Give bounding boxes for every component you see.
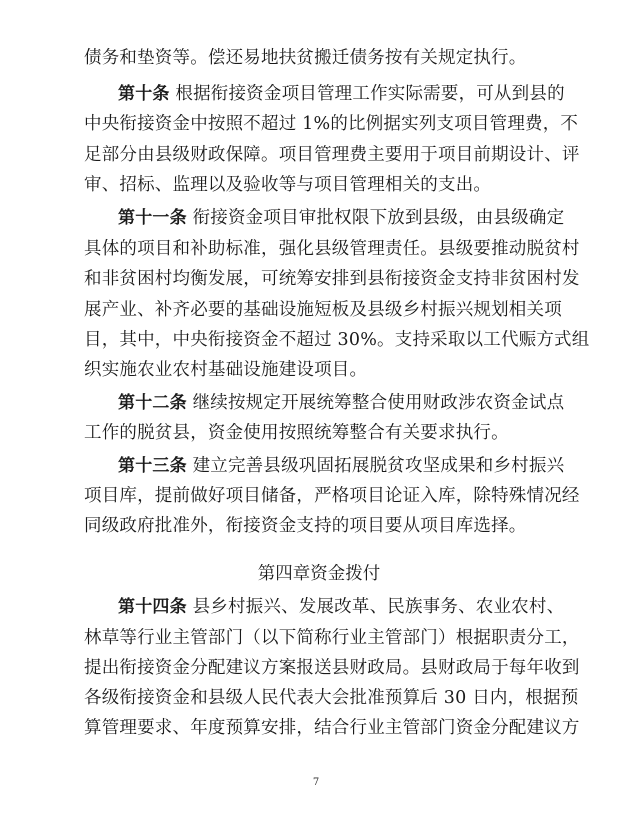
article-14-first-line <box>118 593 565 621</box>
text-span: 根据衔接资金项目管理工作实际需要，可从到县的 <box>175 84 565 104</box>
text-span: 县乡村振兴、发展改革、民族事务、农业农村、 <box>192 597 565 617</box>
text-line: 审、招标、监理以及验收等与项目管理相关的支出。 <box>84 175 492 195</box>
page-number: 7 <box>312 777 320 788</box>
text-line: 各级衔接资金和县级人民代表大会批准预算后 30 日内，根据预 <box>84 688 579 708</box>
text-line: 中央衔接资金中按照不超过 1%的比例据实列支项目管理费，不 <box>84 114 579 134</box>
text-line: 提出衔接资金分配建议方案报送县财政局。县财政局于每年收到 <box>84 658 580 678</box>
text-line: 织实施农业农村基础设施建设项目。 <box>84 360 368 380</box>
article-11-first-line <box>118 204 565 232</box>
chapter-heading: 第四章资金拨付 <box>257 564 381 584</box>
article-12-first-line <box>118 389 565 417</box>
article-label: 第十条 <box>118 84 170 104</box>
text-line: 算管理要求、年度预算安排，结合行业主管部门资金分配建议方 <box>84 718 580 738</box>
text-line: 项目库，提前做好项目储备，严格项目论证入库，除特殊情况经 <box>84 486 580 506</box>
article-label: 第十三条 <box>118 456 187 476</box>
article-10-first-line <box>118 80 565 108</box>
article-label: 第十一条 <box>118 208 187 228</box>
text-line: 足部分由县级财政保障。项目管理费主要用于项目前期设计、评 <box>84 145 580 165</box>
text-line: 具体的项目和补助标准，强化县级管理责任。县级要推动脱贫村 <box>84 239 580 259</box>
article-label: 第十二条 <box>118 393 187 413</box>
article-label: 第十四条 <box>118 597 187 617</box>
text-line: 同级政府批准外，衔接资金支持的项目要从项目库选择。 <box>84 516 527 536</box>
text-line: 工作的脱贫县，资金使用按照统筹整合有关要求执行。 <box>84 423 509 443</box>
text-line: 展产业、补齐必要的基础设施短板及县级乡村振兴规划相关项 <box>84 300 562 320</box>
text-span: 建立完善县级巩固拓展脱贫攻坚成果和乡村振兴 <box>192 456 565 476</box>
text-span: 继续按规定开展统筹整合使用财政涉农资金试点 <box>192 393 565 413</box>
text-line: 林草等行业主管部门（以下简称行业主管部门）根据职责分工， <box>84 628 580 648</box>
article-13-first-line <box>118 452 565 480</box>
text-line: 和非贫困村均衡发展，可统筹安排到县衔接资金支持非贫困村发 <box>84 269 580 289</box>
text-line: 债务和垫资等。偿还易地扶贫搬迁债务按有关规定执行。 <box>84 48 527 68</box>
text-line: 目，其中，中央衔接资金不超过 30%。支持采取以工代赈方式组 <box>84 330 590 350</box>
text-span: 衔接资金项目审批权限下放到县级，由县级确定 <box>192 208 565 228</box>
